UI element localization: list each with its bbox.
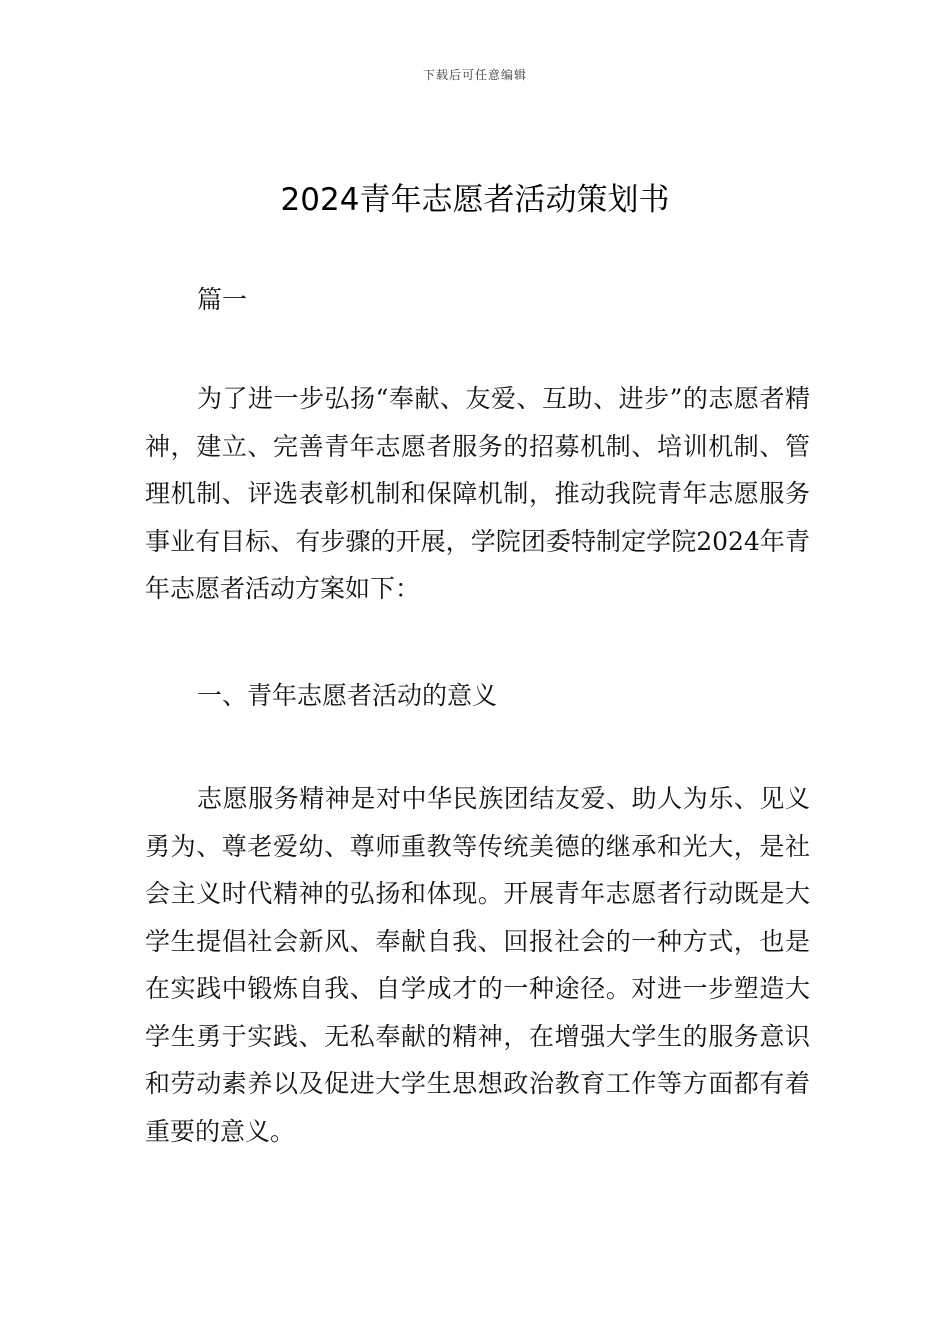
document-title: 2024青年志愿者活动策划书 [280,182,670,218]
header-note: 下载后可任意编辑 [422,68,527,82]
section-label: 篇一 [197,285,248,314]
section-heading: 一、青年志愿者活动的意义 [197,681,498,710]
meaning-paragraph: 志愿服务精神是对中华民族团结友爱、助人为乐、见义勇为、尊老爱幼、尊师重教等传统美德的继承和光大，是社会主义时代精神的弘扬和体现。开展青年志愿者行动既是大学生提倡社会新风、奉献自我、回报社会的一种方式，也是在实践中锻炼自我、自学成才的一种途径。对进一步塑造大学生勇于实践、无私奉献的精神，在增强大学生的服务意识和劳动素养以及促进大学生思想政治教育工作等方面都有着重要的意义。 [145,784,810,1146]
intro-paragraph: 为了进一步弘扬“奉献、友爱、互助、进步”的志愿者精神，建立、完善青年志愿者服务的招募机制、培训机制、管理机制、评选表彰机制和保障机制，推动我院青年志愿服务事业有目标、有步骤的开展，学院团委特制定学院2024年青年志愿者活动方案如下： [145,384,810,603]
